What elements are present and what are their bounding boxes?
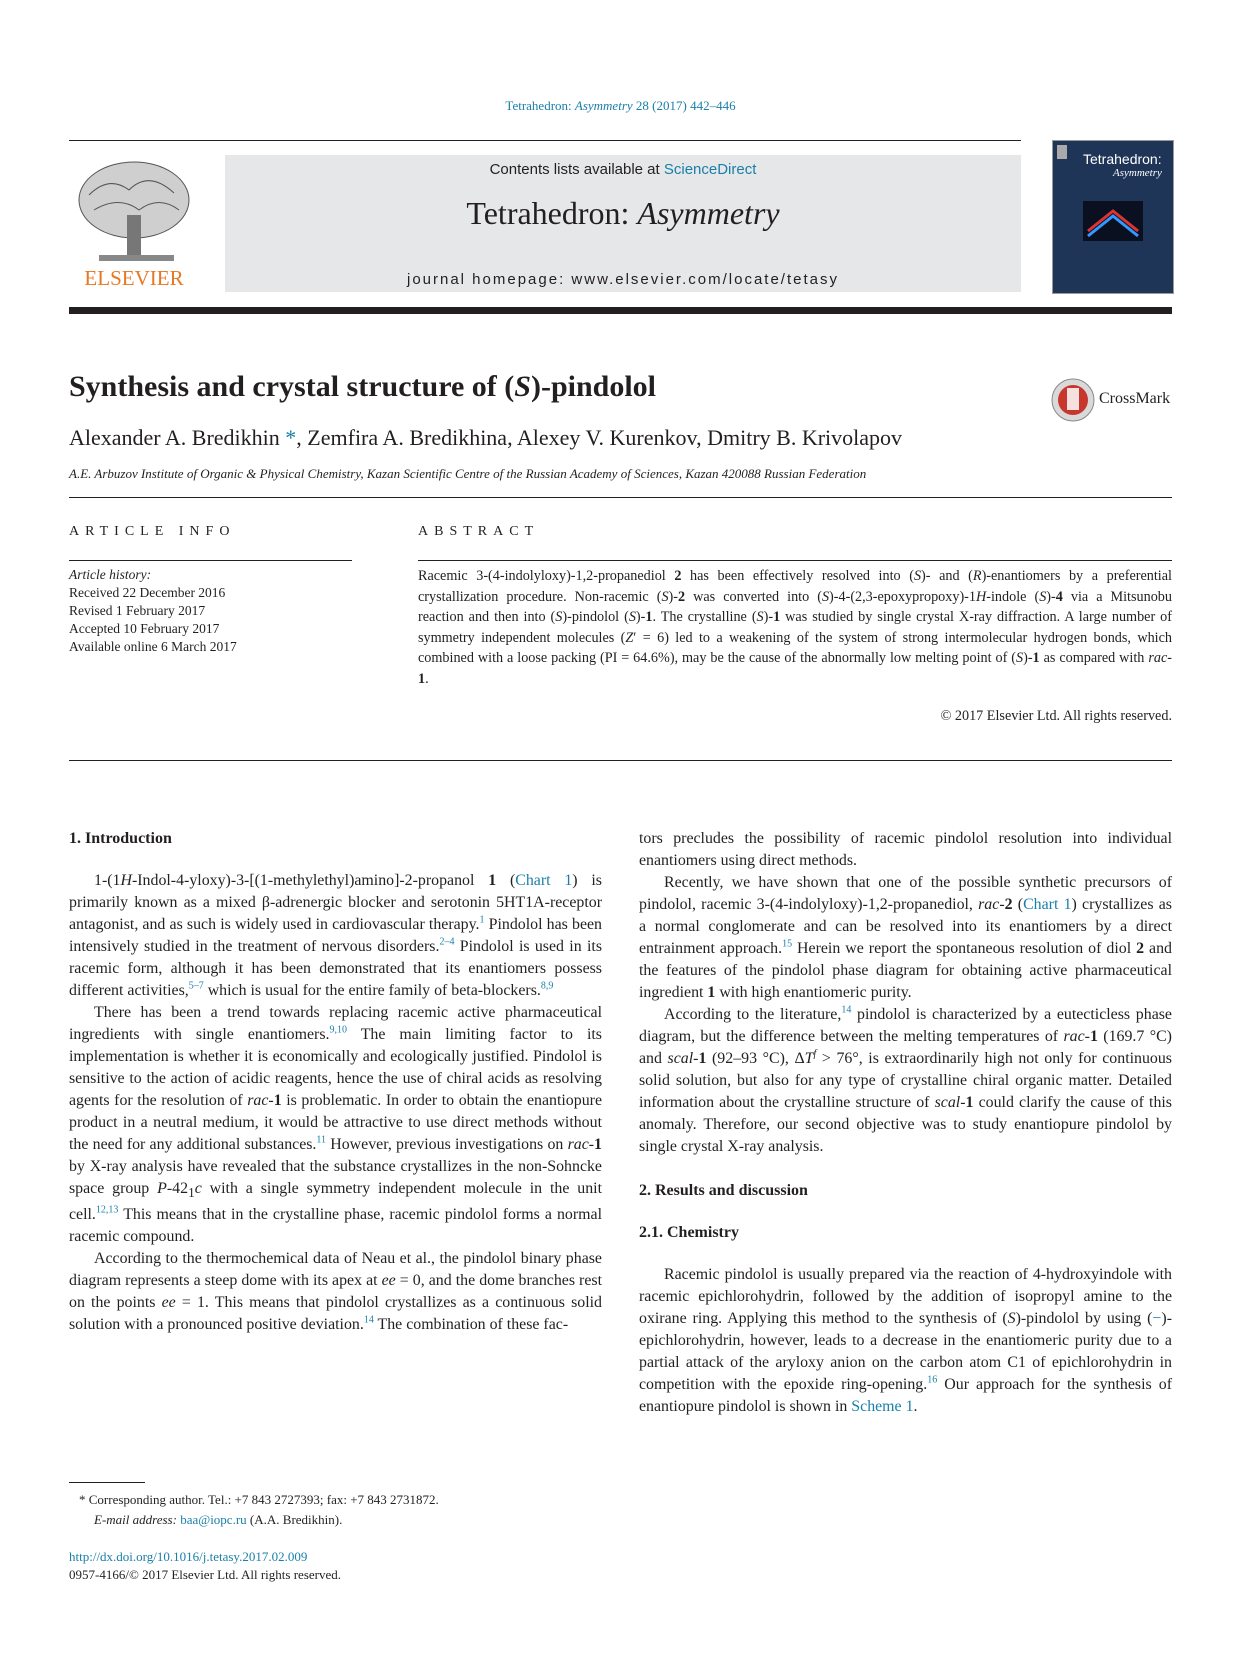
accepted-date: Accepted 10 February 2017 <box>69 621 220 636</box>
left-column <box>69 828 602 1336</box>
crossmark-badge[interactable] <box>1051 378 1176 422</box>
doi-block <box>69 1548 602 1584</box>
elsevier-wordmark: ELSEVIER <box>84 266 184 290</box>
journal-homepage[interactable]: journal homepage: www.elsevier.com/locate/tetasy <box>406 271 839 288</box>
email-link[interactable]: baa@iopc.ru <box>180 1512 247 1527</box>
corresponding-author-footnote: * Corresponding author. Tel.: +7 843 2727393; fax: +7 843 2731872. <box>79 1492 439 1507</box>
intro-paragraph-2: There has been a trend towards replacing racemic active pharmaceutical ingredients with single enantiomers.$^{9,10}$ The main limiting factor to its implementation is whether it is economically and ecologically justified. Pindolol is sensitive to the action of acidic reagents, hence the use of chiral acids as resolving agents for the resolution of rac-1 is problematic. In order to obtain the enantiopure product in a neutral medium, it would be attractive to use direct methods without the need for any additional substances.$^{11}$ However, previous investigations on rac-1 by X-ray analysis have revealed that the substance crystallizes in the non-Sohncke space group $P-42_1c$ with a single symmetry independent molecule in the unit cell.$^{12,13}$ This means that in the crystalline phase, racemic pindolol forms a normal racemic compound. <box>69 1004 602 1246</box>
article-title: Synthesis and crystal structure of (S)-pindolol <box>69 370 657 403</box>
header-thick-rule <box>69 307 1172 314</box>
footnote <box>69 1490 602 1530</box>
journal-header-box <box>225 155 1021 292</box>
abstract-heading: ABSTRACT <box>418 524 540 539</box>
divider <box>418 560 1172 561</box>
sciencedirect-link[interactable]: ScienceDirect <box>663 161 757 178</box>
right-paragraph-3: According to the literature,$^{14}$ pindolol is characterized by a eutecticless phase diagram, but the difference between the melting temperatures of rac-1 (169.7 °C) and scal-1 (92–93 °C), $\Delta T^f > 76^\circ$, is extraordinarily high not only for continuous solid solution, but also for any type of crystalline chiral organic matter. Detailed information about the crystalline structure of scal-1 could clarify the cause of this anomaly. Therefore, our second objective was to study enantiopure pindolol by single crystal X-ray analysis. <box>639 1004 1172 1155</box>
header-top-rule <box>69 140 1021 141</box>
issn-line: 0957-4166/© 2017 Elsevier Ltd. All rights reserved. <box>69 1567 341 1582</box>
intro-paragraph-3: According to the thermochemical data of Neau et al., the pindolol binary phase diagram represents a steep dome with its apex at ee = 0, and the dome branches rest on the points ee = 1. This means that pindolol crystallizes as a continuous solid solution with a pronounced positive deviation.$^{14}$ The combination of these fac- <box>69 1250 602 1334</box>
online-date: Available online 6 March 2017 <box>69 639 237 654</box>
section-heading-results: 2. Results and discussion <box>639 1182 808 1199</box>
cover-title: Tetrahedron: <box>1083 151 1162 167</box>
affiliation: A.E. Arbuzov Institute of Organic & Physical Chemistry, Kazan Scientific Centre of the Russian Academy of Sciences, Kazan 420088 Russian Federation <box>69 466 867 481</box>
footnote-rule <box>69 1482 145 1483</box>
divider <box>69 560 352 561</box>
corresponding-author-mark[interactable]: * <box>279 425 297 450</box>
right-column <box>639 828 1172 1418</box>
divider <box>69 760 1172 761</box>
journal-title: Tetrahedron: Asymmetry <box>466 195 780 231</box>
crossmark-icon <box>1051 378 1095 422</box>
chart-1-link[interactable]: Chart 1 <box>1023 896 1072 913</box>
journal-cover-image <box>1052 140 1174 294</box>
abstract-text: Racemic 3-(4-indolyloxy)-1,2-propanediol 2 has been effectively resolved into (S)- and (R)-enantiomers by a preferential crystallization procedure. Non-racemic (S)-2 was converted into (S)-4-(2,3-epoxypropoxy)-1H-indole (S)-4 via a Mitsunobu reaction and then into (S)-pindolol (S)-1. The crystalline (S)-1 was studied by single crystal X-ray diffraction. A large number of symmetry independent molecules (Z′ = 6) led to a weakening of the system of strong intermolecular hydrogen bonds, which combined with a loose packing (PI = 64.6%), may be the cause of the abnormally low melting point of (S)-1 as compared with rac-1. <box>418 568 1172 687</box>
email-label: E-mail address: <box>94 1512 181 1527</box>
scheme-1-link[interactable]: Scheme 1 <box>851 1398 914 1415</box>
history-label: Article history: <box>69 567 152 582</box>
author-list: Alexander A. Bredikhin *, Zemfira A. Bredikhina, Alexey V. Kurenkov, Dmitry B. Krivolapov <box>69 425 903 450</box>
cover-graphic <box>1083 201 1143 241</box>
right-paragraph-2: Recently, we have shown that one of the possible synthetic precursors of pindolol, racemic 3-(4-indolyloxy)-1,2-propanediol, rac-2 (Chart 1) crystallizes as a normal conglomerate and can be resolved into its enantiomers by a direct entrainment approach.$^{15}$ Herein we report the spontaneous resolution of diol 2 and the features of the pindolol phase diagram for obtaining active pharmaceutical ingredient 1 with high enantiomeric purity. <box>639 874 1172 1001</box>
crossmark-label: CrossMark <box>1099 390 1171 407</box>
contents-line: Contents lists available at ScienceDirect <box>489 161 757 178</box>
abstract-copyright: © 2017 Elsevier Ltd. All rights reserved. <box>940 708 1172 724</box>
right-paragraph-1: tors precludes the possibility of racemic pindolol resolution into individual enantiomers using direct methods. <box>639 830 1172 869</box>
article-history <box>69 566 352 656</box>
divider <box>69 497 1172 498</box>
chemistry-paragraph-1: Racemic pindolol is usually prepared via the reaction of 4-hydroxyindole with racemic epichlorohydrin, followed by the addition of isopropyl amine to the oxirane ring. Applying this method to the synthesis of (S)-pindolol by using (−)-epichlorohydrin, however, leads to a decrease in the enantiomeric purity due to a partial attack of the aryloxy anion on the carbon atom C1 of epichlorohydrin in competition with the epoxide ring-opening.$^{16}$ Our approach for the synthesis of enantiopure pindolol is shown in Scheme 1. <box>639 1266 1172 1415</box>
cover-subtitle: Asymmetry <box>1113 167 1162 179</box>
email-suffix: (A.A. Bredikhin). <box>246 1512 343 1527</box>
subsection-heading-chemistry: 2.1. Chemistry <box>639 1224 739 1241</box>
received-date: Received 22 December 2016 <box>69 585 226 600</box>
journal-reference[interactable]: Tetrahedron: Asymmetry 28 (2017) 442–446 <box>505 98 736 113</box>
doi-link[interactable]: http://dx.doi.org/10.1016/j.tetasy.2017.02.009 <box>69 1549 308 1564</box>
article-info-heading: ARTICLE INFO <box>69 524 236 539</box>
chart-1-link[interactable]: Chart 1 <box>515 872 573 889</box>
revised-date: Revised 1 February 2017 <box>69 603 206 618</box>
intro-paragraph-1: 1-(1H-Indol-4-yloxy)-3-[(1-methylethyl)amino]-2-propanol 1 (Chart 1) is primarily known as a mixed β-adrenergic blocker and serotonin 5HT1A-receptor antagonist, and as such is widely used in cardiovascular therapy.$^1$ Pindolol has been intensively studied in the treatment of nervous disorders.$^{2-4}$ Pindolol is used in its racemic form, although it has been demonstrated that its enantiomers possess different activities,$^{5-7}$ which is usual for the entire family of beta-blockers.$^{8,9}$ <box>69 872 603 999</box>
section-heading-introduction: 1. Introduction <box>69 830 172 847</box>
elsevier-tree-logo <box>69 155 199 295</box>
